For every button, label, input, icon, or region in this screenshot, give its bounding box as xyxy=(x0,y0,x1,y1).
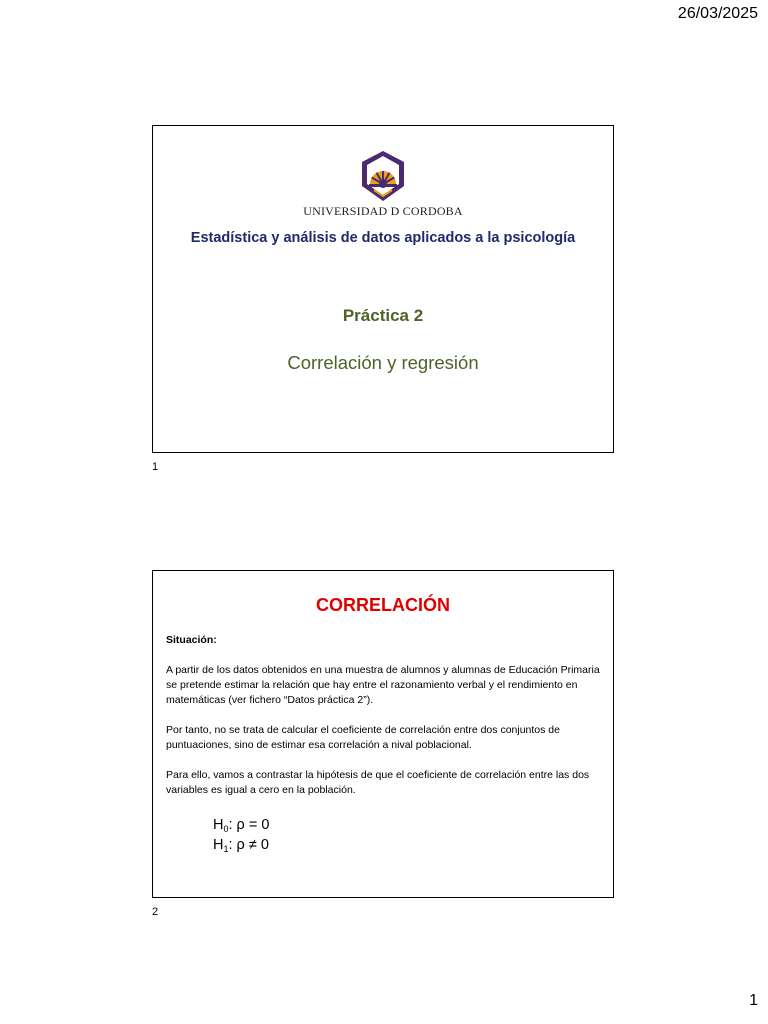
university-crest-icon xyxy=(358,150,408,202)
practice-title: Práctica 2 xyxy=(342,306,424,325)
hypothesis-subscript: 1 xyxy=(223,844,229,854)
slide-2 xyxy=(152,570,614,898)
course-title: Estadística y análisis de datos aplicados a la psicología xyxy=(190,230,576,246)
paragraph: Para ello, vamos a contrastar la hipótesis de que el coeficiente de correlación entre las dos variables es igual a cero en la población. xyxy=(166,769,590,796)
situation-label: Situación: xyxy=(166,634,217,646)
university-logo xyxy=(153,150,613,219)
hypothesis-subscript: 0 xyxy=(223,824,229,834)
logo-text: UNIVERSIDAD D CORDOBA xyxy=(303,204,463,218)
slide-number: 1 xyxy=(152,461,159,473)
hypothesis-expression: : ρ ≠ 0 xyxy=(228,837,269,853)
slide-number: 2 xyxy=(152,906,159,918)
practice-subtitle: Correlación y regresión xyxy=(287,352,479,373)
hypothesis-symbol: H xyxy=(213,817,224,833)
alternative-hypothesis xyxy=(213,835,269,859)
section-heading: CORRELACIÓN xyxy=(316,595,450,615)
hypothesis-expression: : ρ = 0 xyxy=(228,817,270,833)
paragraph: Por tanto, no se trata de calcular el coeficiente de correlación entre dos conjuntos de puntuaciones, sino de estimar esa correlación a nival poblacional. xyxy=(166,724,560,751)
print-date: 26/03/2025 xyxy=(677,5,758,22)
slide-1 xyxy=(152,125,614,453)
hypothesis-symbol: H xyxy=(213,837,224,853)
paragraph: A partir de los datos obtenidos en una muestra de alumnos y alumnas de Educación Primaria se pretende estimar la relación que hay entre el razonamiento verbal y el rendimiento en matemáticas (ver fichero “Datos práctica 2”). xyxy=(166,664,600,706)
page-number: 1 xyxy=(749,992,758,1009)
